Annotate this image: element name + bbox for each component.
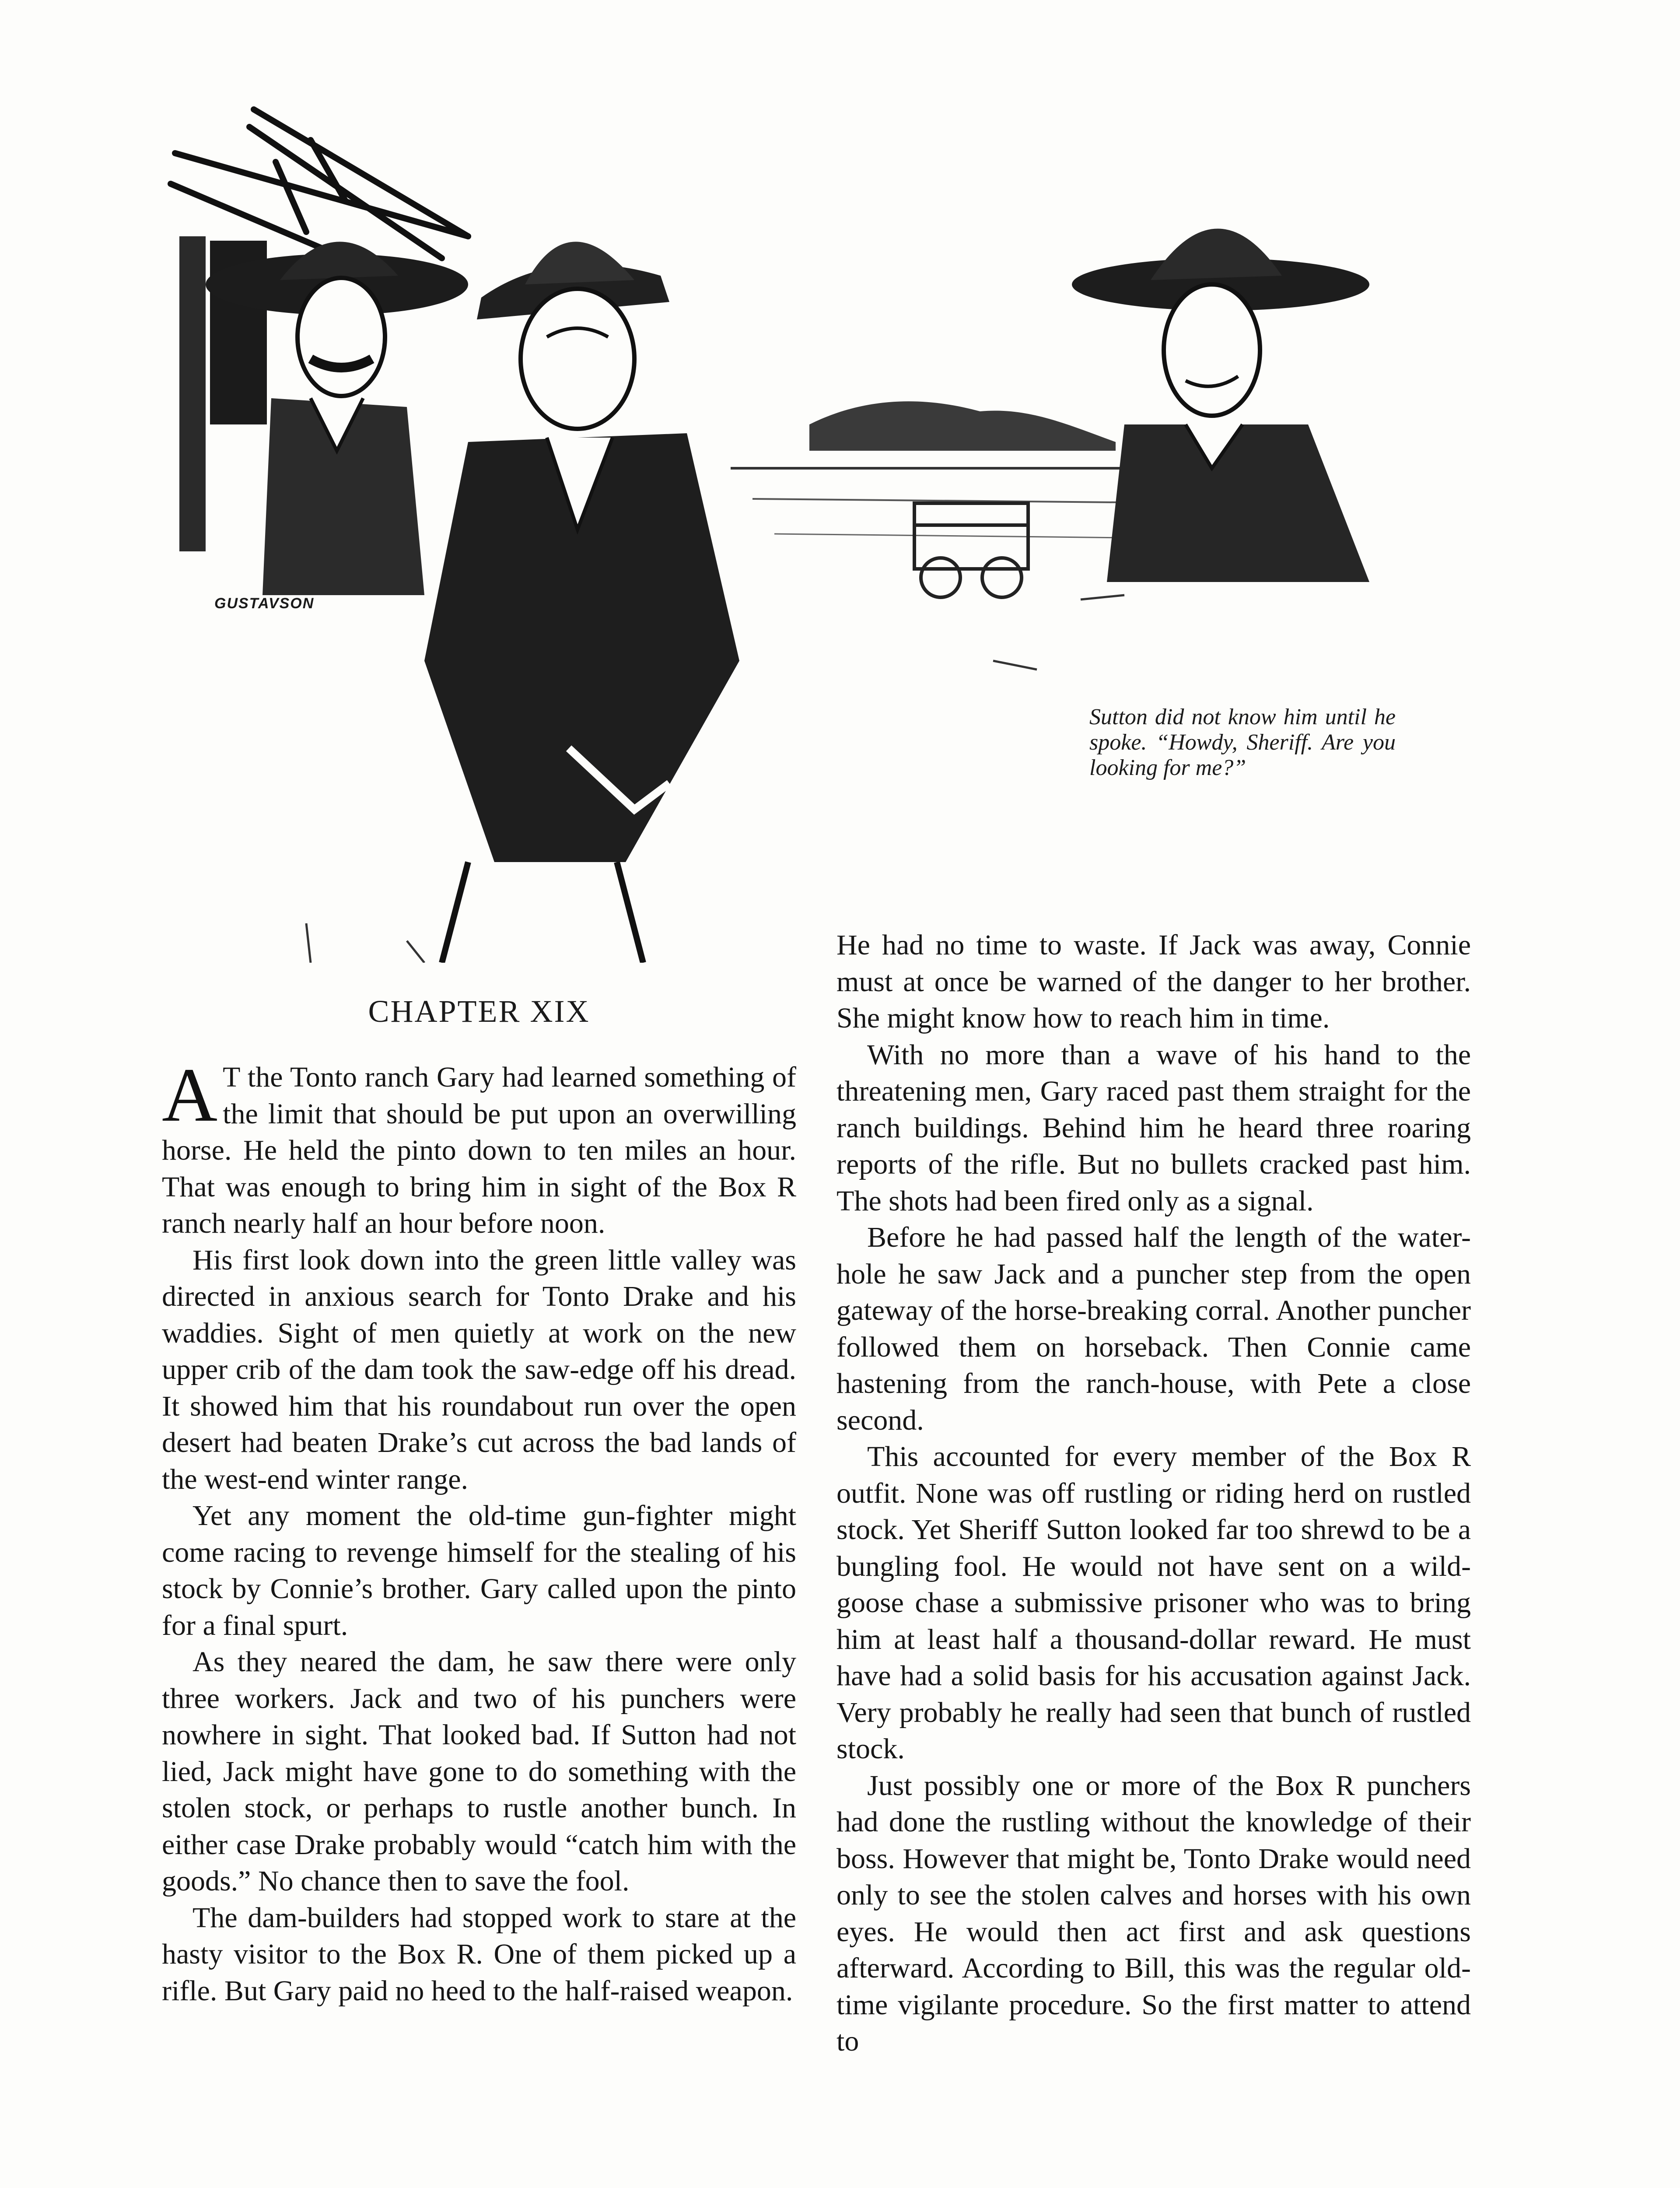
left-text-column [162, 1052, 796, 2009]
paragraph-8: Before he had passed half the length of the water-hole he saw Jack and a puncher step from the open gateway of the horse-breaking corral. Another puncher followed them on horseback. Then Connie came hastening from the ranch-house, with Pete a close second. [836, 1221, 1471, 1436]
artist-signature: GUSTAVSON [214, 595, 315, 612]
paragraph-1: A T the Tonto ranch Gary had learned something of the limit that should be put upon an overwilling horse. He held the pinto down to ten miles an hour. That was enough to bring him in sight of the Box R ranch nearly half an hour before noon. [162, 1052, 796, 1239]
paragraph-3: Yet any moment the old-time gun-fighter might come racing to revenge himself for the stealing of his stock by Connie’s brother. Gary called upon the pinto for a final spurt. [162, 1500, 796, 1641]
illustration-caption: Sutton did not know him until he spoke. “Howdy, Sheriff. Are you looking for me?” [1089, 705, 1396, 780]
paragraph-7: With no more than a wave of his hand to the threatening men, Gary raced past them straight for the ranch buildings. Behind him he heard three roaring reports of the rifle. But no bullets cracked past him. The shots had been fired only as a signal. [836, 1038, 1471, 1217]
paragraph-6: He had no time to waste. If Jack was away, Connie must at once be warned of the danger to her brother. She might know how to reach him in time. [836, 929, 1471, 1034]
right-cowboy-figure [1072, 228, 1369, 582]
ink-drawing [162, 92, 1418, 963]
paragraph-5: The dam-builders had stopped work to stare at the hasty visitor to the Box R. One of them picked up a rifle. But Gary paid no heed to the half-raised weapon. [162, 1901, 796, 2007]
drop-cap: A [162, 1052, 218, 1138]
right-text-column [836, 927, 1471, 2060]
mountain-silhouette [809, 401, 1116, 451]
chapter-heading: CHAPTER XIX [368, 994, 590, 1029]
paragraph-10: Just possibly one or more of the Box R punchers had done the rustling without the knowledge of their boss. However that might be, Tonto Drake would need only to see the stolen calves and horses with his own eyes. He would then act first and ask questions afterward. According to Bill, this was the regular old-time vigilante procedure. So the first matter to attend to [836, 1769, 1471, 2057]
chapter-illustration [162, 92, 1418, 963]
paragraph-9: This accounted for every member of the Box R outfit. None was off rustling or riding herd on rustled stock. Yet Sheriff Sutton looked far too shrewd to be a bungling fool. He would not have sent on a wild-goose chase a submissive prisoner who was to bring him at least half a thousand-dollar reward. He must have had a solid basis for his accusation against Jack. Very probably he really had seen that bunch of rustled stock. [836, 1441, 1471, 1765]
paragraph-2: His first look down into the green little valley was directed in anxious search for Tonto Drake and his waddies. Sight of men quietly at work on the new upper crib of the dam took the saw-edge off his dread. It showed him that his roundabout run over the open desert had beaten Drake’s cut across the bad lands of the west-end winter range. [162, 1244, 796, 1495]
paragraph-4: As they neared the dam, he saw there were only three workers. Jack and two of his punchers were nowhere in sight. That looked bad. If Sutton had not lied, Jack might have gone to do something with the stolen stock, or perhaps to rustle another bunch. In either case Drake probably would “catch him with the goods.” No chance then to save the fool. [162, 1646, 796, 1897]
sheriff-figure [424, 242, 739, 963]
